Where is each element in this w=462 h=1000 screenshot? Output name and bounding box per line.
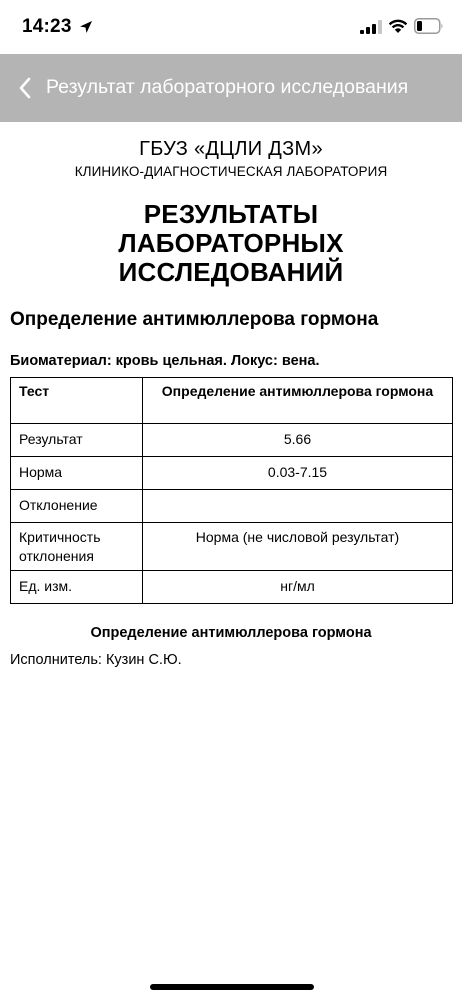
laboratory-name: КЛИНИКО-ДИАГНОСТИЧЕСКАЯ ЛАБОРАТОРИЯ xyxy=(74,164,388,179)
chevron-left-icon[interactable] xyxy=(16,76,34,100)
row-label: Критичность отклонения xyxy=(11,523,143,571)
row-value: 0.03-7.15 xyxy=(143,457,453,490)
row-value: нг/мл xyxy=(143,571,453,604)
table-header-row xyxy=(11,378,453,424)
footer-test-title: Определение антимюллерова гормона xyxy=(90,625,372,641)
document-heading xyxy=(0,200,462,287)
status-bar xyxy=(0,0,462,54)
navigation-bar xyxy=(0,54,462,122)
wifi-icon xyxy=(388,18,408,34)
table-row xyxy=(11,457,453,490)
table-row xyxy=(11,424,453,457)
row-label: Норма xyxy=(11,457,143,490)
cellular-signal-icon xyxy=(360,20,382,34)
results-table xyxy=(10,377,453,604)
executor-info: Исполнитель: Кузин С.Ю. xyxy=(10,652,182,668)
battery-icon xyxy=(414,18,444,34)
heading-line: ЛАБОРАТОРНЫХ xyxy=(118,228,344,258)
row-label: Ед. изм. xyxy=(11,571,143,604)
table-header-value: Определение антимюллерова гормона xyxy=(143,378,453,424)
row-label: Результат xyxy=(11,424,143,457)
table-row xyxy=(11,490,453,523)
home-indicator[interactable] xyxy=(150,984,314,990)
row-label: Отклонение xyxy=(11,490,143,523)
status-time: 14:23 xyxy=(22,16,72,37)
heading-line: ИССЛЕДОВАНИЙ xyxy=(118,257,344,287)
table-row xyxy=(11,523,453,571)
nav-title: Результат лабораторного исследования xyxy=(46,76,409,98)
row-value xyxy=(143,490,453,523)
organization-name: ГБУЗ «ДЦЛИ ДЗМ» xyxy=(139,138,323,160)
table-header-label: Тест xyxy=(11,378,143,424)
location-arrow-icon xyxy=(78,19,94,35)
heading-line: РЕЗУЛЬТАТЫ xyxy=(143,199,319,229)
row-value: 5.66 xyxy=(143,424,453,457)
biomaterial-info: Биоматериал: кровь цельная. Локус: вена. xyxy=(10,353,320,369)
test-title: Определение антимюллерова гормона xyxy=(10,309,379,330)
row-value: Норма (не числовой результат) xyxy=(143,523,453,571)
table-row xyxy=(11,571,453,604)
